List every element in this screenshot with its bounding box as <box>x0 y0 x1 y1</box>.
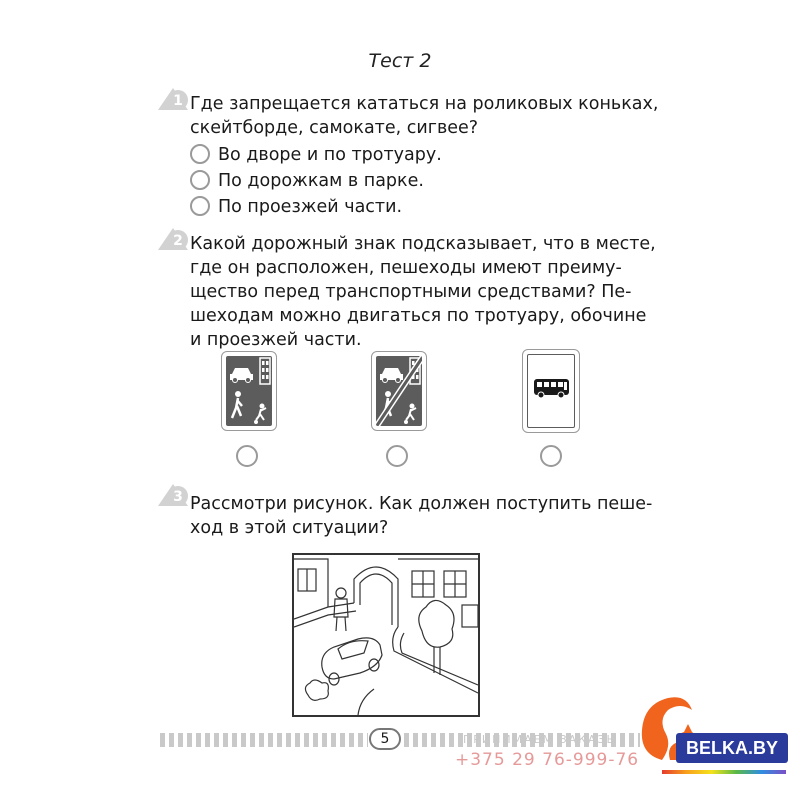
question-number-badge <box>156 226 190 252</box>
page-number: 5 <box>369 728 401 750</box>
answer-option: По дорожкам в парке. <box>218 171 424 191</box>
footer-stripe-left <box>160 733 368 747</box>
residential-zone-sign <box>221 351 277 431</box>
answer-radio-1a[interactable] <box>190 144 210 164</box>
bus-stop-sign <box>522 349 580 433</box>
answer-option: По проезжей части. <box>218 197 403 217</box>
end-of-residential-zone-icon <box>376 356 422 426</box>
question-1-text <box>190 92 658 140</box>
test-title: Тест 2 <box>368 50 432 72</box>
question-number-badge <box>156 86 190 112</box>
question-line: Рассмотри рисунок. Как должен поступить пеше- <box>190 494 653 514</box>
answer-radio-1b[interactable] <box>190 170 210 190</box>
question-line: где он расположен, пешеходы имеют преиму- <box>190 258 622 278</box>
question-line: Где запрещается кататься на роликовых коньках, <box>190 94 659 114</box>
bus-stop-icon <box>527 354 575 428</box>
residential-zone-icon <box>226 356 272 426</box>
question-2-text <box>190 232 656 352</box>
question-line: Какой дорожный знак подсказывает, что в месте, <box>190 234 656 254</box>
question-3-text <box>190 492 652 540</box>
svg-text:2: 2 <box>173 233 183 249</box>
question-number-badge <box>156 482 190 508</box>
question-line: скейтборде, самокате, сигвее? <box>190 118 479 138</box>
answer-radio-2a[interactable] <box>236 445 258 467</box>
question-line: ход в этой ситуации? <box>190 518 389 538</box>
svg-text:1: 1 <box>173 93 183 109</box>
street-scene-illustration <box>292 553 480 717</box>
belka-logo[interactable]: BELKA.BY <box>676 733 788 763</box>
answer-radio-1c[interactable] <box>190 196 210 216</box>
answer-radio-2b[interactable] <box>386 445 408 467</box>
watermark-text: ПРИНИМАЕМ ЗАКАЗЫ <box>463 733 619 746</box>
question-line: и проезжей части. <box>190 330 362 350</box>
watermark-phone: +375 29 76-999-76 <box>455 750 640 770</box>
answer-option: Во дворе и по тротуару. <box>218 145 442 165</box>
end-of-residential-zone-sign <box>371 351 427 431</box>
question-line: щество перед транспортными средствами? Пе- <box>190 282 632 302</box>
logo-rainbow-stripe <box>662 770 786 774</box>
answer-radio-2c[interactable] <box>540 445 562 467</box>
question-line: шеходам можно двигаться по тротуару, обочине <box>190 306 647 326</box>
svg-text:3: 3 <box>173 489 183 505</box>
